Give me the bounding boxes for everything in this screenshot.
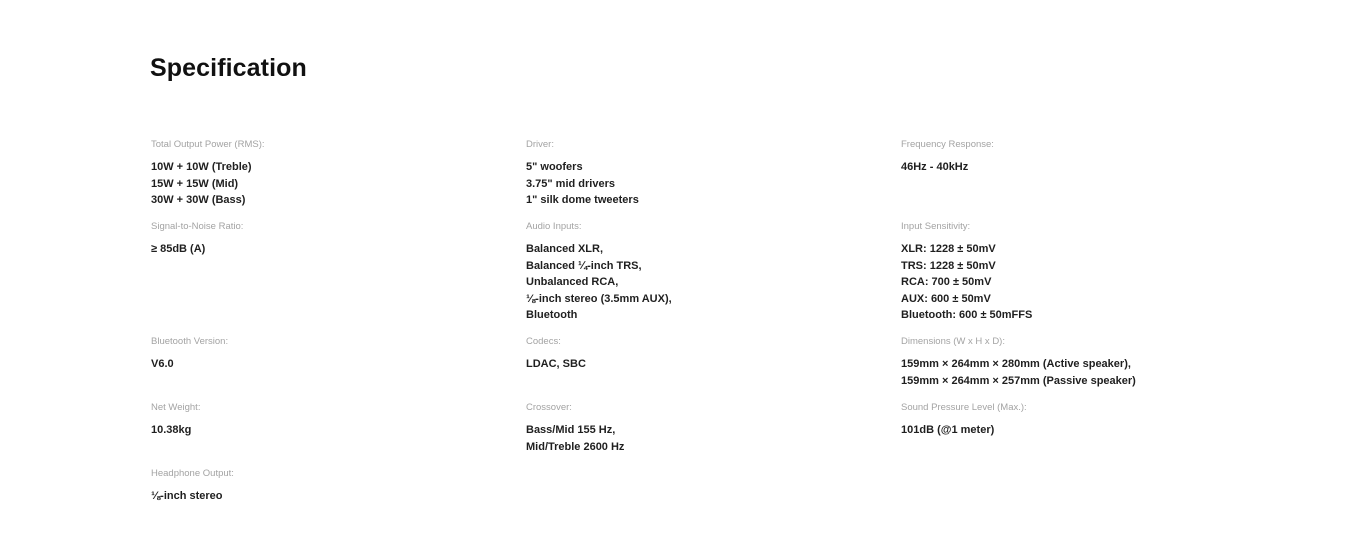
- spec-value: [151, 356, 491, 373]
- spec-label: Net Weight:: [151, 402, 201, 413]
- spec-value: [526, 159, 866, 209]
- spec-label: Bluetooth Version:: [151, 336, 229, 347]
- spec-value-line: LDAC, SBC: [526, 358, 586, 370]
- spec-output-power: [151, 139, 491, 209]
- spec-label: Dimensions (W x H x D):: [901, 336, 1005, 347]
- spec-value: [151, 241, 491, 258]
- spec-value-line: 5" woofers: [526, 161, 583, 173]
- page-title: Specification: [150, 54, 307, 82]
- spec-value-line: 159mm × 264mm × 280mm (Active speaker),: [901, 358, 1131, 370]
- spec-value-line: Balanced XLR,: [526, 243, 604, 255]
- spec-value: [151, 488, 491, 505]
- spec-label: Crossover:: [526, 402, 572, 413]
- spec-label: Headphone Output:: [151, 468, 234, 479]
- spec-driver: [526, 139, 866, 209]
- spec-value-line: 15W + 15W (Mid): [151, 177, 239, 190]
- spec-codecs: [526, 336, 866, 373]
- spec-dimensions: [901, 336, 1261, 389]
- spec-label: Signal-to-Noise Ratio:: [151, 221, 244, 232]
- spec-value: [151, 422, 491, 439]
- spec-value-line: Bluetooth: 600 ± 50mFFS: [901, 309, 1033, 321]
- spec-value-line: Bass/Mid 155 Hz,: [526, 424, 616, 436]
- spec-value: [526, 422, 866, 455]
- spec-value-line: ⅛-inch stereo (3.5mm AUX),: [526, 292, 672, 305]
- spec-value-line: 46Hz - 40kHz: [901, 161, 969, 173]
- spec-value: [526, 356, 866, 373]
- spec-value-line: 30W + 30W (Bass): [151, 194, 246, 206]
- spec-value-line: 101dB (@1 meter): [901, 424, 995, 436]
- spec-value-line: ⅛-inch stereo: [151, 490, 223, 502]
- spec-value-line: Bluetooth: [526, 309, 578, 321]
- spec-snr: [151, 221, 491, 258]
- spec-label: Input Sensitivity:: [901, 221, 971, 232]
- spec-value-line: ≥ 85dB (A): [151, 243, 206, 255]
- spec-label: Frequency Response:: [901, 139, 994, 150]
- spec-value: [901, 159, 1261, 176]
- spec-sound-pressure-level: [901, 402, 1261, 439]
- spec-value: [901, 356, 1261, 389]
- spec-value-line: 10.38kg: [151, 424, 192, 436]
- spec-value-line: Mid/Treble 2600 Hz: [526, 440, 625, 453]
- spec-value-line: Unbalanced RCA,: [526, 276, 619, 288]
- spec-value-line: 3.75" mid drivers: [526, 177, 615, 190]
- spec-value-line: 1" silk dome tweeters: [526, 194, 639, 206]
- spec-value: [526, 241, 866, 324]
- spec-crossover: [526, 402, 866, 455]
- spec-audio-inputs: [526, 221, 866, 324]
- spec-net-weight: [151, 402, 491, 439]
- spec-bluetooth-version: [151, 336, 491, 373]
- spec-frequency-response: [901, 139, 1261, 176]
- spec-value-line: 159mm × 264mm × 257mm (Passive speaker): [901, 374, 1136, 387]
- spec-value: [151, 159, 491, 209]
- spec-label: Total Output Power (RMS):: [151, 139, 265, 150]
- spec-input-sensitivity: [901, 221, 1261, 324]
- spec-value: [901, 241, 1261, 324]
- spec-value-line: XLR: 1228 ± 50mV: [901, 243, 996, 255]
- spec-value-line: TRS: 1228 ± 50mV: [901, 259, 996, 272]
- spec-label: Driver:: [526, 139, 554, 150]
- spec-label: Audio Inputs:: [526, 221, 582, 232]
- spec-value-line: V6.0: [151, 358, 174, 370]
- spec-value-line: AUX: 600 ± 50mV: [901, 292, 991, 305]
- spec-headphone-output: [151, 468, 491, 505]
- spec-label: Sound Pressure Level (Max.):: [901, 402, 1027, 413]
- spec-value-line: RCA: 700 ± 50mV: [901, 276, 992, 288]
- spec-value-line: Balanced ¼-inch TRS,: [526, 259, 642, 272]
- spec-value: [901, 422, 1261, 439]
- spec-value-line: 10W + 10W (Treble): [151, 161, 252, 173]
- spec-label: Codecs:: [526, 336, 561, 347]
